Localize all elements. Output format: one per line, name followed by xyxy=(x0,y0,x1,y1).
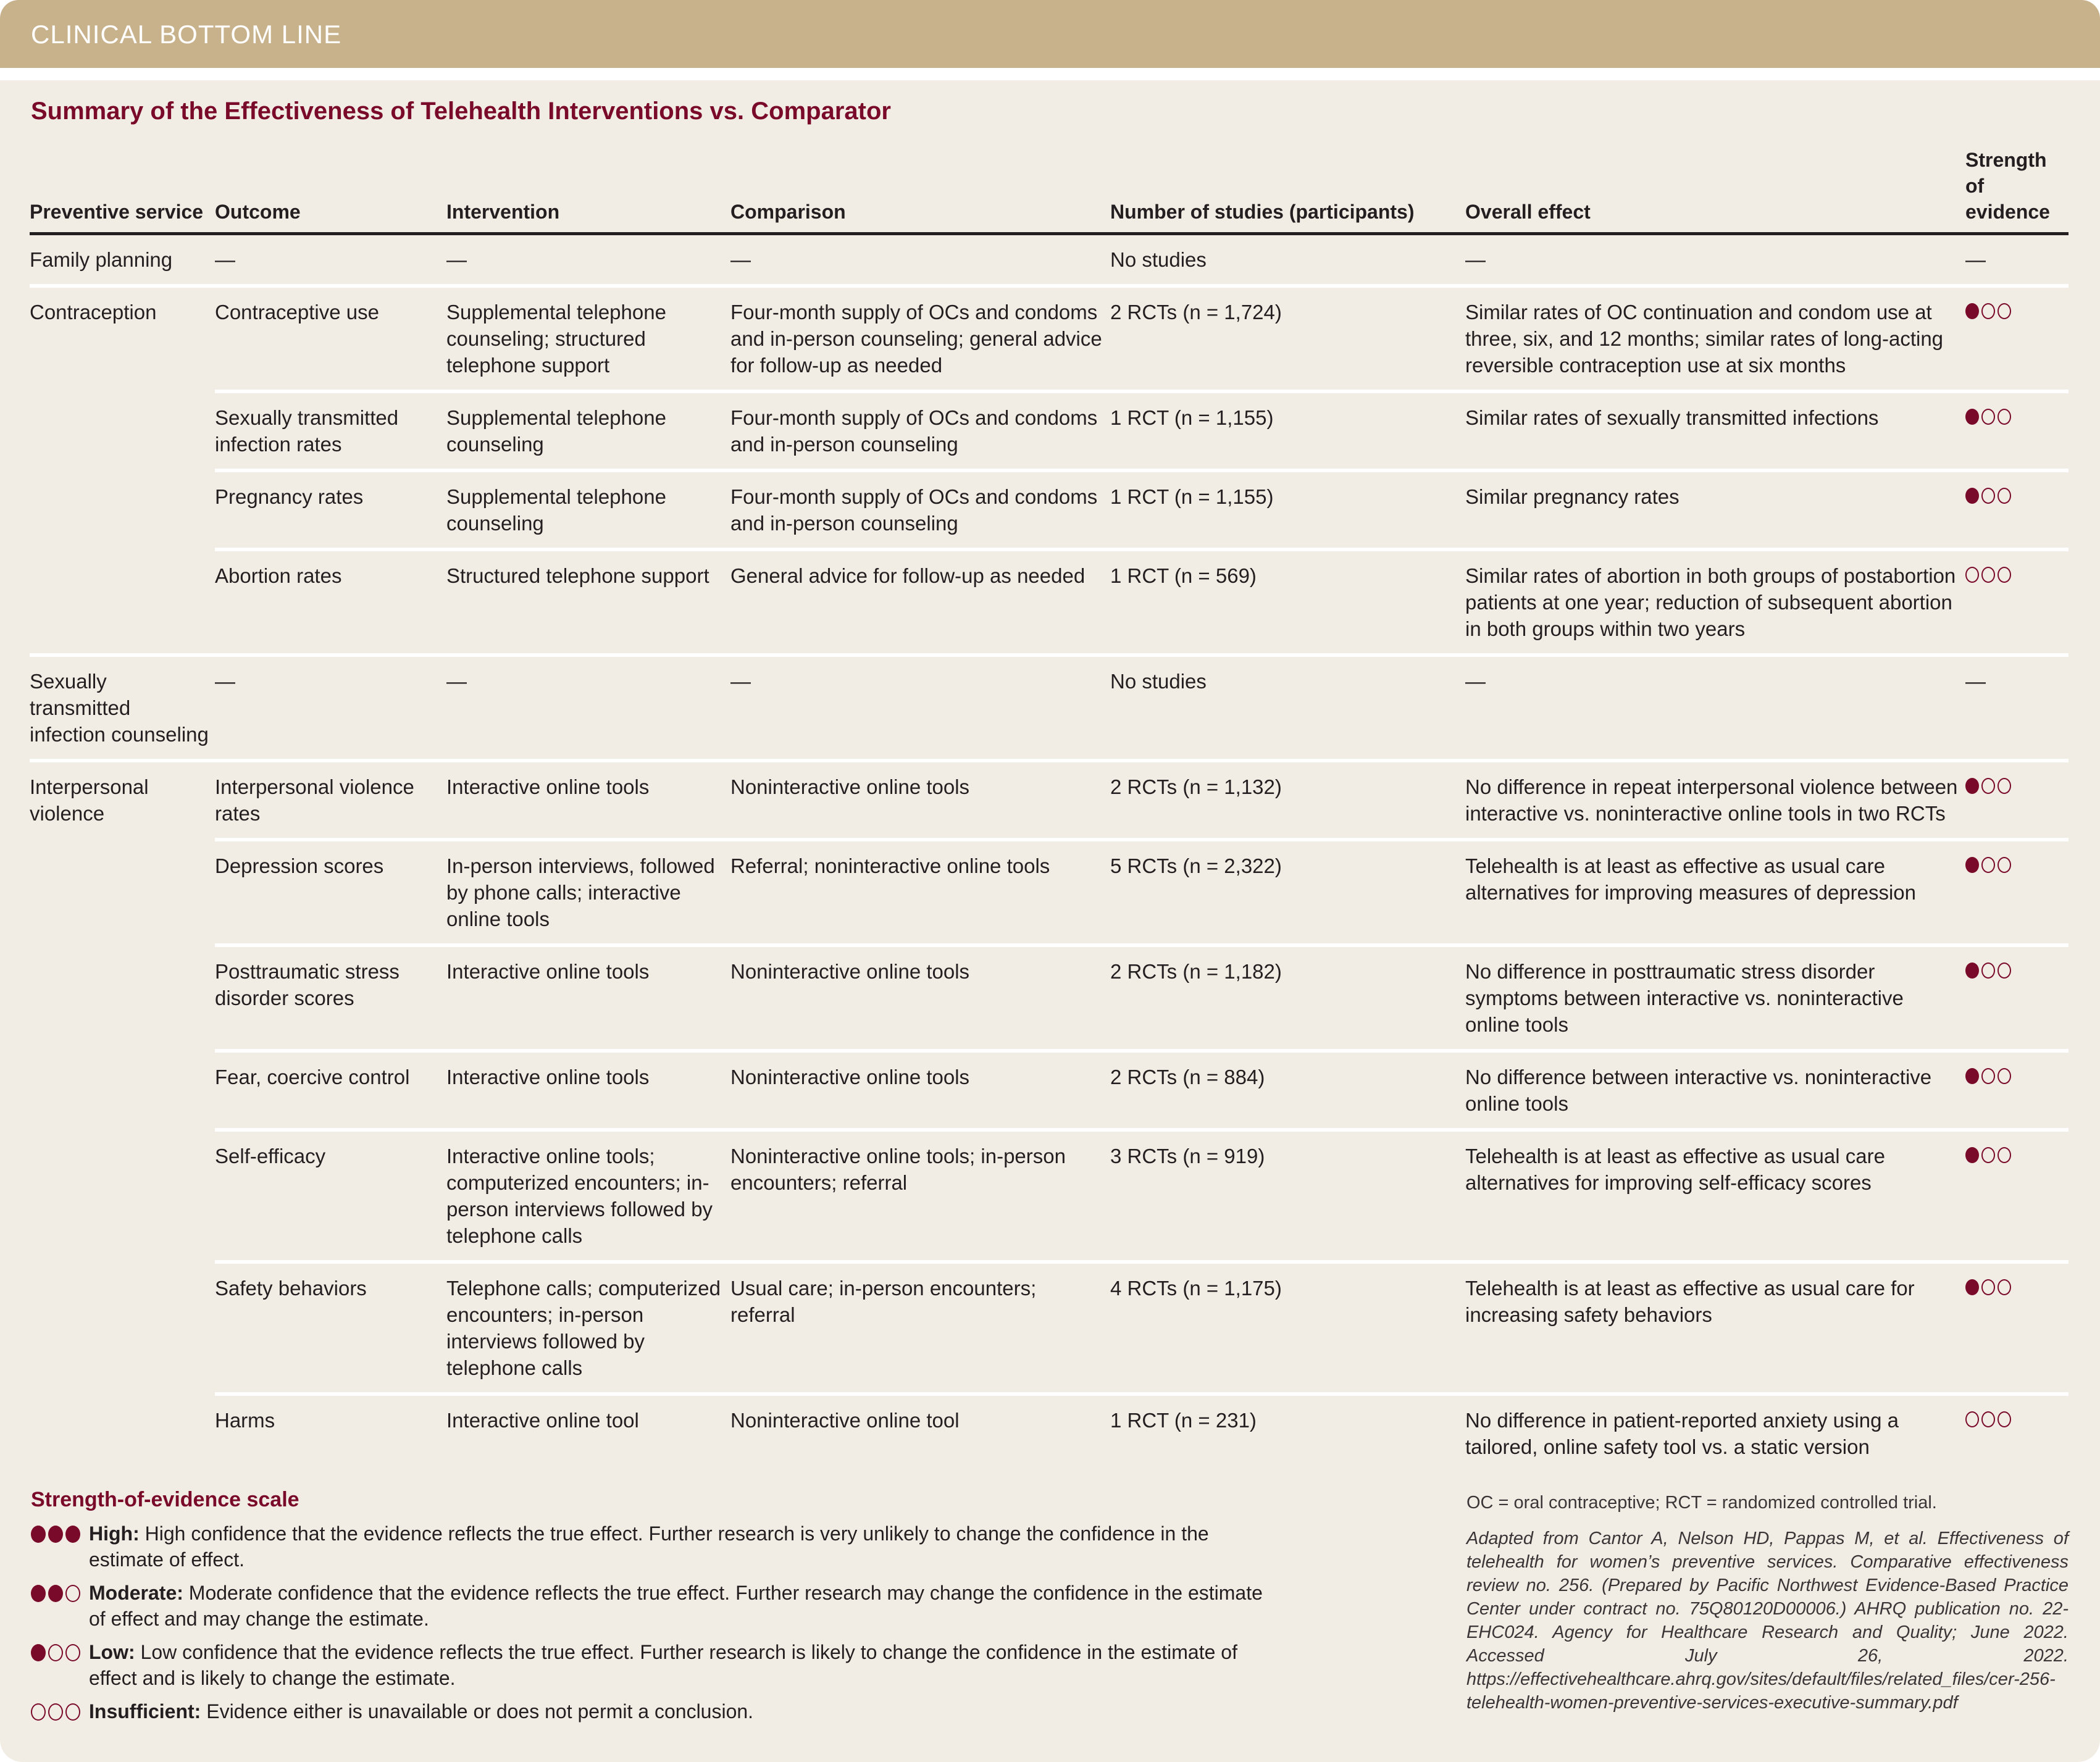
cell-service xyxy=(30,1262,215,1394)
content-panel xyxy=(0,80,2100,1762)
strength-rating-icon xyxy=(1965,303,2011,319)
cell-service xyxy=(30,1130,215,1262)
filled-circle-icon xyxy=(1965,857,1979,873)
cell-service xyxy=(30,470,215,549)
section-banner xyxy=(0,0,2100,68)
cell-comparison: Usual care; in-person encounters; referral xyxy=(730,1262,1110,1394)
cell-outcome: Harms xyxy=(215,1394,446,1471)
cell-effect: Similar rates of sexually transmitted infections xyxy=(1465,391,1965,470)
legend-label: Low: xyxy=(89,1641,135,1663)
cell-strength xyxy=(1965,549,2069,655)
cell-outcome: Posttraumatic stress disorder scores xyxy=(215,945,446,1051)
strength-rating-icon xyxy=(1965,1411,2011,1427)
cell-service xyxy=(30,945,215,1051)
filled-circle-icon xyxy=(1965,962,1979,979)
legend-description: Low confidence that the evidence reflects the true effect. Further research is likely to change the confidence in the estimate of effect and is likely to change the estimate. xyxy=(89,1641,1237,1689)
cell-effect: Similar rates of OC continuation and condom use at three, six, and 12 months; similar rates of long-acting reversible contraception use at six months xyxy=(1465,286,1965,391)
cell-strength: — xyxy=(1965,655,2069,761)
summary-table xyxy=(30,142,2069,1471)
strength-rating-icon xyxy=(1965,962,2011,979)
empty-circle-icon xyxy=(1965,567,1979,583)
filled-circle-icon xyxy=(1965,1068,1979,1084)
empty-circle-icon xyxy=(1981,1068,1995,1084)
cell-outcome: — xyxy=(215,655,446,761)
cell-service: Contraception xyxy=(30,286,215,391)
table-row xyxy=(30,234,2069,286)
strength-rating-icon xyxy=(1965,409,2011,425)
filled-circle-icon xyxy=(1965,488,1979,504)
cell-studies: No studies xyxy=(1110,655,1465,761)
empty-circle-icon xyxy=(48,1703,63,1721)
cell-comparison: — xyxy=(730,655,1110,761)
cell-studies: 1 RCT (n = 1,155) xyxy=(1110,391,1465,470)
cell-intervention: In-person interviews, followed by phone calls; interactive online tools xyxy=(446,840,730,945)
header-studies: Number of studies (participants) xyxy=(1110,142,1465,234)
legend-item xyxy=(31,1521,1266,1572)
cell-service: Sexually transmitted infection counseling xyxy=(30,655,215,761)
cell-service xyxy=(30,1051,215,1130)
empty-circle-icon xyxy=(1998,567,2011,583)
empty-circle-icon xyxy=(1981,303,1995,319)
footnotes xyxy=(1466,1491,2069,1714)
cell-strength xyxy=(1965,391,2069,470)
table-row xyxy=(30,549,2069,655)
table-body xyxy=(30,234,2069,1472)
cell-intervention: Interactive online tools xyxy=(446,945,730,1051)
legend-description: Moderate confidence that the evidence reflects the true effect. Further research may change the confidence in the estimate of effect and may change the estimate. xyxy=(89,1582,1263,1630)
strength-rating-icon xyxy=(31,1703,80,1724)
cell-comparison: General advice for follow-up as needed xyxy=(730,549,1110,655)
empty-circle-icon xyxy=(1998,778,2011,794)
empty-circle-icon xyxy=(1998,409,2011,425)
cell-intervention: Telephone calls; computerized encounters; in-person interviews followed by telephone calls xyxy=(446,1262,730,1394)
cell-studies: 5 RCTs (n = 2,322) xyxy=(1110,840,1465,945)
filled-circle-icon xyxy=(31,1585,46,1602)
cell-strength xyxy=(1965,1394,2069,1471)
cell-strength xyxy=(1965,1262,2069,1394)
cell-effect: Similar rates of abortion in both groups of postabortion patients at one year; reduction of subsequent abortion in both groups within two years xyxy=(1465,549,1965,655)
cell-strength xyxy=(1965,1051,2069,1130)
cell-studies: 2 RCTs (n = 1,132) xyxy=(1110,761,1465,840)
empty-circle-icon xyxy=(31,1703,46,1721)
filled-circle-icon xyxy=(1965,778,1979,794)
cell-studies: No studies xyxy=(1110,248,1207,271)
cell-intervention: Interactive online tools; computerized encounters; in-person interviews followed by telephone calls xyxy=(446,1130,730,1262)
cell-outcome: Pregnancy rates xyxy=(215,470,446,549)
header-strength: Strength of evidence xyxy=(1965,142,2069,234)
legend-item xyxy=(31,1698,1266,1724)
strength-rating-icon xyxy=(31,1526,80,1572)
empty-circle-icon xyxy=(65,1703,80,1721)
cell-intervention: Structured telephone support xyxy=(446,549,730,655)
legend-label: Insufficient: xyxy=(89,1700,201,1722)
empty-circle-icon xyxy=(1981,409,1995,425)
cell-comparison: Four-month supply of OCs and condoms and in-person counseling xyxy=(730,470,1110,549)
strength-rating-icon xyxy=(1965,1147,2011,1163)
cell-outcome: Sexually transmitted infection rates xyxy=(215,391,446,470)
legend-item xyxy=(31,1639,1266,1691)
empty-circle-icon xyxy=(1998,1068,2011,1084)
empty-circle-icon xyxy=(1998,1279,2011,1295)
filled-circle-icon xyxy=(1965,409,1979,425)
cell-strength xyxy=(1965,761,2069,840)
cell-studies: 2 RCTs (n = 1,182) xyxy=(1110,945,1465,1051)
cell-comparison: — xyxy=(730,248,751,271)
empty-circle-icon xyxy=(1998,857,2011,873)
header-intervention: Intervention xyxy=(446,142,730,234)
table-title: Summary of the Effectiveness of Telehealth Interventions vs. Comparator xyxy=(31,98,891,125)
table-row xyxy=(30,391,2069,470)
table-row xyxy=(30,1130,2069,1262)
empty-circle-icon xyxy=(1998,1147,2011,1163)
legend-text xyxy=(89,1580,1266,1632)
legend-label: High: xyxy=(89,1522,140,1545)
filled-circle-icon xyxy=(48,1526,63,1543)
empty-circle-icon xyxy=(65,1644,80,1661)
cell-effect: — xyxy=(1465,248,1486,271)
cell-studies: 3 RCTs (n = 919) xyxy=(1110,1130,1465,1262)
cell-strength xyxy=(1965,840,2069,945)
header-effect: Overall effect xyxy=(1465,142,1965,234)
cell-outcome: Fear, coercive control xyxy=(215,1051,446,1130)
cell-comparison: Four-month supply of OCs and condoms and in-person counseling xyxy=(730,391,1110,470)
cell-intervention: Interactive online tools xyxy=(446,761,730,840)
cell-intervention: — xyxy=(446,655,730,761)
legend-description: High confidence that the evidence reflects the true effect. Further research is very unlikely to change the confidence in the estimate of effect. xyxy=(89,1522,1209,1571)
empty-circle-icon xyxy=(1981,1147,1995,1163)
filled-circle-icon xyxy=(65,1526,80,1543)
strength-rating-icon xyxy=(1965,778,2011,794)
cell-studies: 2 RCTs (n = 884) xyxy=(1110,1051,1465,1130)
filled-circle-icon xyxy=(31,1526,46,1543)
cell-service: Family planning xyxy=(30,248,173,271)
table-row xyxy=(30,470,2069,549)
table-row xyxy=(30,655,2069,761)
empty-circle-icon xyxy=(1981,857,1995,873)
legend-text xyxy=(89,1698,753,1724)
table-row xyxy=(30,945,2069,1051)
table-header-row xyxy=(30,142,2069,234)
table-row xyxy=(30,1051,2069,1130)
cell-effect: Telehealth is at least as effective as usual care for increasing safety behaviors xyxy=(1465,1262,1965,1394)
cell-effect: No difference in patient-reported anxiety using a tailored, online safety tool vs. a static version xyxy=(1465,1394,1965,1471)
cell-effect: Telehealth is at least as effective as usual care alternatives for improving self-efficacy scores xyxy=(1465,1130,1965,1262)
empty-circle-icon xyxy=(1981,488,1995,504)
cell-studies: 1 RCT (n = 569) xyxy=(1110,549,1465,655)
header-comparison: Comparison xyxy=(730,142,1110,234)
cell-intervention: Supplemental telephone counseling xyxy=(446,391,730,470)
strength-rating-icon xyxy=(1965,1279,2011,1295)
empty-circle-icon xyxy=(48,1644,63,1661)
empty-circle-icon xyxy=(1998,962,2011,979)
cell-intervention: Supplemental telephone counseling xyxy=(446,470,730,549)
filled-circle-icon xyxy=(1965,1147,1979,1163)
legend-items xyxy=(31,1521,1266,1724)
strength-legend xyxy=(31,1488,1266,1732)
legend-text xyxy=(89,1521,1266,1572)
cell-intervention: Supplemental telephone counseling; structured telephone support xyxy=(446,286,730,391)
cell-comparison: Noninteractive online tools xyxy=(730,761,1110,840)
table-row xyxy=(30,286,2069,391)
legend-description: Evidence either is unavailable or does not permit a conclusion. xyxy=(206,1700,754,1722)
strength-rating-icon xyxy=(31,1585,80,1632)
strength-rating-icon xyxy=(31,1644,80,1691)
empty-circle-icon xyxy=(1998,303,2011,319)
cell-studies: 1 RCT (n = 1,155) xyxy=(1110,470,1465,549)
legend-item xyxy=(31,1580,1266,1632)
table-row xyxy=(30,1394,2069,1471)
cell-outcome: Self-efficacy xyxy=(215,1130,446,1262)
source-citation: Adapted from Cantor A, Nelson HD, Pappas M, et al. Effectiveness of telehealth for women’s preventive services. Comparative effectiveness review no. 256. (Prepared by Pacific Northwest Evidence-Based Practice Center under contract no. 75Q80120D00006.) AHRQ publication no. 22-EHC024. Agency for Healthcare Research and Quality; June 2022. Accessed July 26, 2022. https://effectivehealthcare.ahrq.gov/sites/default/files/related_files/cer-256-telehealth-women-preventive-services-executive-summary.pdf xyxy=(1466,1529,2069,1713)
cell-intervention: Interactive online tool xyxy=(446,1394,730,1471)
strength-rating-icon xyxy=(1965,567,2011,583)
cell-outcome: Contraceptive use xyxy=(215,286,446,391)
legend-label: Moderate: xyxy=(89,1582,183,1604)
empty-circle-icon xyxy=(1981,567,1995,583)
empty-circle-icon xyxy=(1981,778,1995,794)
strength-rating-icon xyxy=(1965,857,2011,873)
legend-title: Strength-of-evidence scale xyxy=(31,1488,299,1511)
cell-effect: No difference in posttraumatic stress disorder symptoms between interactive vs. noninteractive online tools xyxy=(1465,945,1965,1051)
cell-service xyxy=(30,840,215,945)
empty-circle-icon xyxy=(1998,1411,2011,1427)
cell-effect: — xyxy=(1465,655,1965,761)
cell-comparison: Noninteractive online tools; in-person encounters; referral xyxy=(730,1130,1110,1262)
cell-service xyxy=(30,1394,215,1471)
table-row xyxy=(30,1262,2069,1394)
cell-comparison: Noninteractive online tools xyxy=(730,945,1110,1051)
strength-rating-icon xyxy=(1965,1068,2011,1084)
cell-outcome: Depression scores xyxy=(215,840,446,945)
filled-circle-icon xyxy=(31,1644,46,1661)
legend-text xyxy=(89,1639,1266,1691)
filled-circle-icon xyxy=(1965,1279,1979,1295)
cell-studies: 1 RCT (n = 231) xyxy=(1110,1394,1465,1471)
cell-effect: Telehealth is at least as effective as usual care alternatives for improving measures of depression xyxy=(1465,840,1965,945)
empty-circle-icon xyxy=(1965,1411,1979,1427)
cell-service xyxy=(30,549,215,655)
cell-outcome: Interpersonal violence rates xyxy=(215,761,446,840)
cell-comparison: Noninteractive online tools xyxy=(730,1051,1110,1130)
empty-circle-icon xyxy=(1981,1279,1995,1295)
cell-strength xyxy=(1965,1130,2069,1262)
cell-effect: Similar pregnancy rates xyxy=(1465,470,1965,549)
cell-studies: 4 RCTs (n = 1,175) xyxy=(1110,1262,1465,1394)
cell-comparison: Four-month supply of OCs and condoms and in-person counseling; general advice for follow-up as needed xyxy=(730,286,1110,391)
strength-rating-icon xyxy=(1965,488,2011,504)
banner-title: CLINICAL BOTTOM LINE xyxy=(31,20,342,49)
abbreviations-note: OC = oral contraceptive; RCT = randomized controlled trial. xyxy=(1466,1493,1937,1513)
cell-strength xyxy=(1965,945,2069,1051)
empty-circle-icon xyxy=(1981,962,1995,979)
cell-intervention: Interactive online tools xyxy=(446,1051,730,1130)
cell-outcome: — xyxy=(215,248,235,271)
cell-comparison: Referral; noninteractive online tools xyxy=(730,840,1110,945)
cell-intervention: — xyxy=(446,248,467,271)
cell-outcome: Safety behaviors xyxy=(215,1262,446,1394)
empty-circle-icon xyxy=(1998,488,2011,504)
cell-service: Interpersonal violence xyxy=(30,761,215,840)
empty-circle-icon xyxy=(65,1585,80,1602)
cell-studies: 2 RCTs (n = 1,724) xyxy=(1110,286,1465,391)
filled-circle-icon xyxy=(48,1585,63,1602)
empty-circle-icon xyxy=(1981,1411,1995,1427)
header-outcome: Outcome xyxy=(215,142,446,234)
cell-outcome: Abortion rates xyxy=(215,549,446,655)
cell-strength: — xyxy=(1965,248,1986,271)
cell-effect: No difference in repeat interpersonal violence between interactive vs. noninteractive online tools in two RCTs xyxy=(1465,761,1965,840)
cell-comparison: Noninteractive online tool xyxy=(730,1394,1110,1471)
header-service: Preventive service xyxy=(30,142,215,234)
cell-strength xyxy=(1965,286,2069,391)
cell-service xyxy=(30,391,215,470)
filled-circle-icon xyxy=(1965,303,1979,319)
table-row xyxy=(30,761,2069,840)
table-row xyxy=(30,840,2069,945)
cell-effect: No difference between interactive vs. noninteractive online tools xyxy=(1465,1051,1965,1130)
cell-strength xyxy=(1965,470,2069,549)
